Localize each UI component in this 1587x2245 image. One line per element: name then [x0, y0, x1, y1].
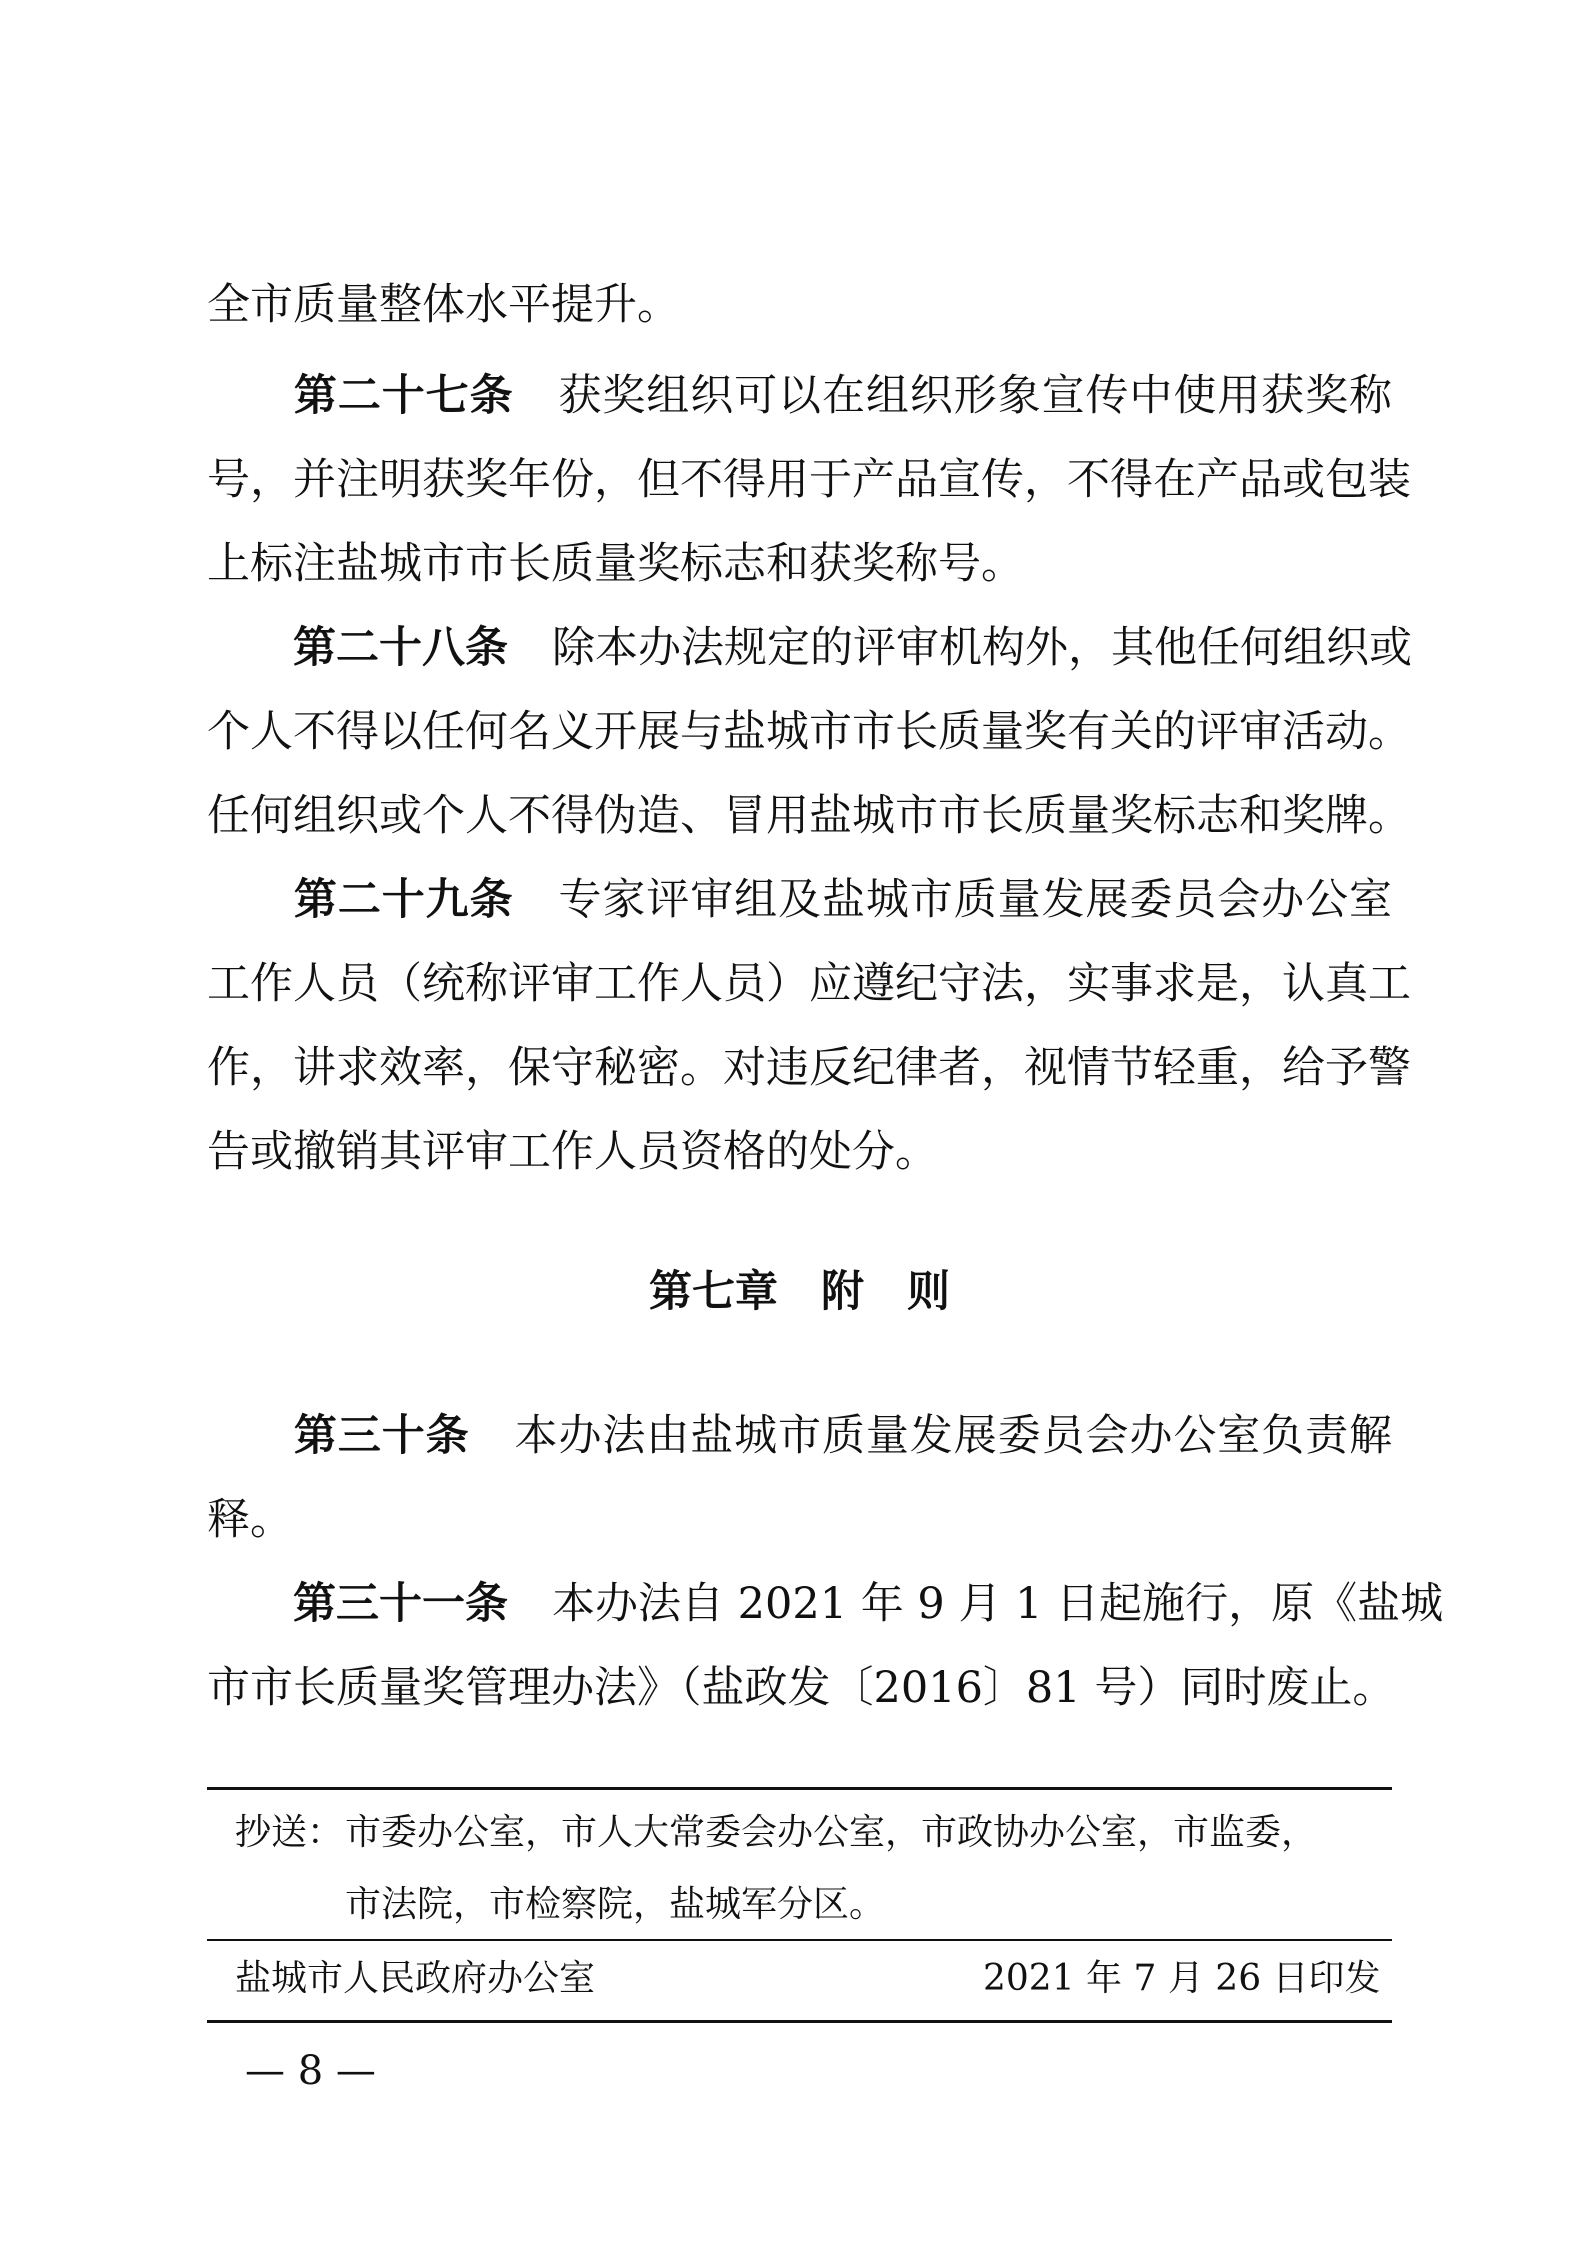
article-text: 获奖组织可以在组织形象宣传中使用获奖称 [557, 371, 1393, 421]
article-31-line-2: 市市长质量奖管理办法》（盐政发〔2016〕81 号）同时废止。 [207, 1663, 1396, 1713]
article-29-line-4: 告或撤销其评审工作人员资格的处分。 [207, 1127, 938, 1177]
article-31-line-1 [207, 1574, 1444, 1634]
cc-label: 抄送： [235, 1812, 344, 1853]
issuer: 盐城市人民政府办公室 [235, 1958, 596, 1999]
article-29-line-1 [207, 870, 1392, 930]
paragraph-line: 全市质量整体水平提升。 [207, 280, 680, 330]
article-28-line-1 [207, 618, 1412, 678]
footer-middle-rule [207, 1939, 1392, 1941]
article-28-line-3: 任何组织或个人不得伪造、冒用盐城市市长质量奖标志和奖牌。 [207, 791, 1411, 841]
article-label: 第二十八条 [293, 623, 508, 673]
article-text: 专家评审组及盐城市质量发展委员会办公室 [557, 875, 1393, 925]
article-29-line-2: 工作人员（统称评审工作人员）应遵纪守法，实事求是，认真工 [207, 959, 1411, 1009]
article-text: 本办法由盐城市质量发展委员会办公室负责解 [513, 1411, 1393, 1461]
article-text: 本办法自 2021 年 9 月 1 日起施行，原《盐城 [552, 1579, 1444, 1629]
article-30-line-2: 释。 [207, 1495, 293, 1545]
footer-bottom-rule [207, 2020, 1392, 2023]
page-number: — 8 — [245, 2048, 376, 2094]
article-label: 第二十七条 [293, 371, 514, 421]
article-28-line-2: 个人不得以任何名义开展与盐城市市长质量奖有关的评审活动。 [207, 707, 1411, 757]
article-27-line-2: 号，并注明获奖年份，但不得用于产品宣传，不得在产品或包装 [207, 455, 1411, 505]
article-27-line-3: 上标注盐城市市长质量奖标志和获奖称号。 [207, 539, 1024, 589]
article-label: 第三十条 [293, 1411, 470, 1461]
article-label: 第三十一条 [293, 1579, 508, 1629]
article-27-line-1 [207, 366, 1392, 426]
article-29-line-3: 作，讲求效率，保守秘密。对违反纪律者，视情节轻重，给予警 [207, 1043, 1411, 1093]
article-text: 除本办法规定的评审机构外，其他任何组织或 [552, 623, 1412, 673]
chapter-title: 第七章 附 则 [649, 1267, 950, 1317]
cc-line-2: 市法院，市检察院，盐城军分区。 [345, 1884, 886, 1925]
issue-date: 2021 年 7 月 26 日印发 [983, 1958, 1381, 1999]
cc-line-1: 市委办公室，市人大常委会办公室，市政协办公室，市监委， [345, 1812, 1318, 1853]
footer-top-rule [207, 1787, 1392, 1790]
article-30-line-1 [207, 1406, 1392, 1466]
article-label: 第二十九条 [293, 875, 514, 925]
